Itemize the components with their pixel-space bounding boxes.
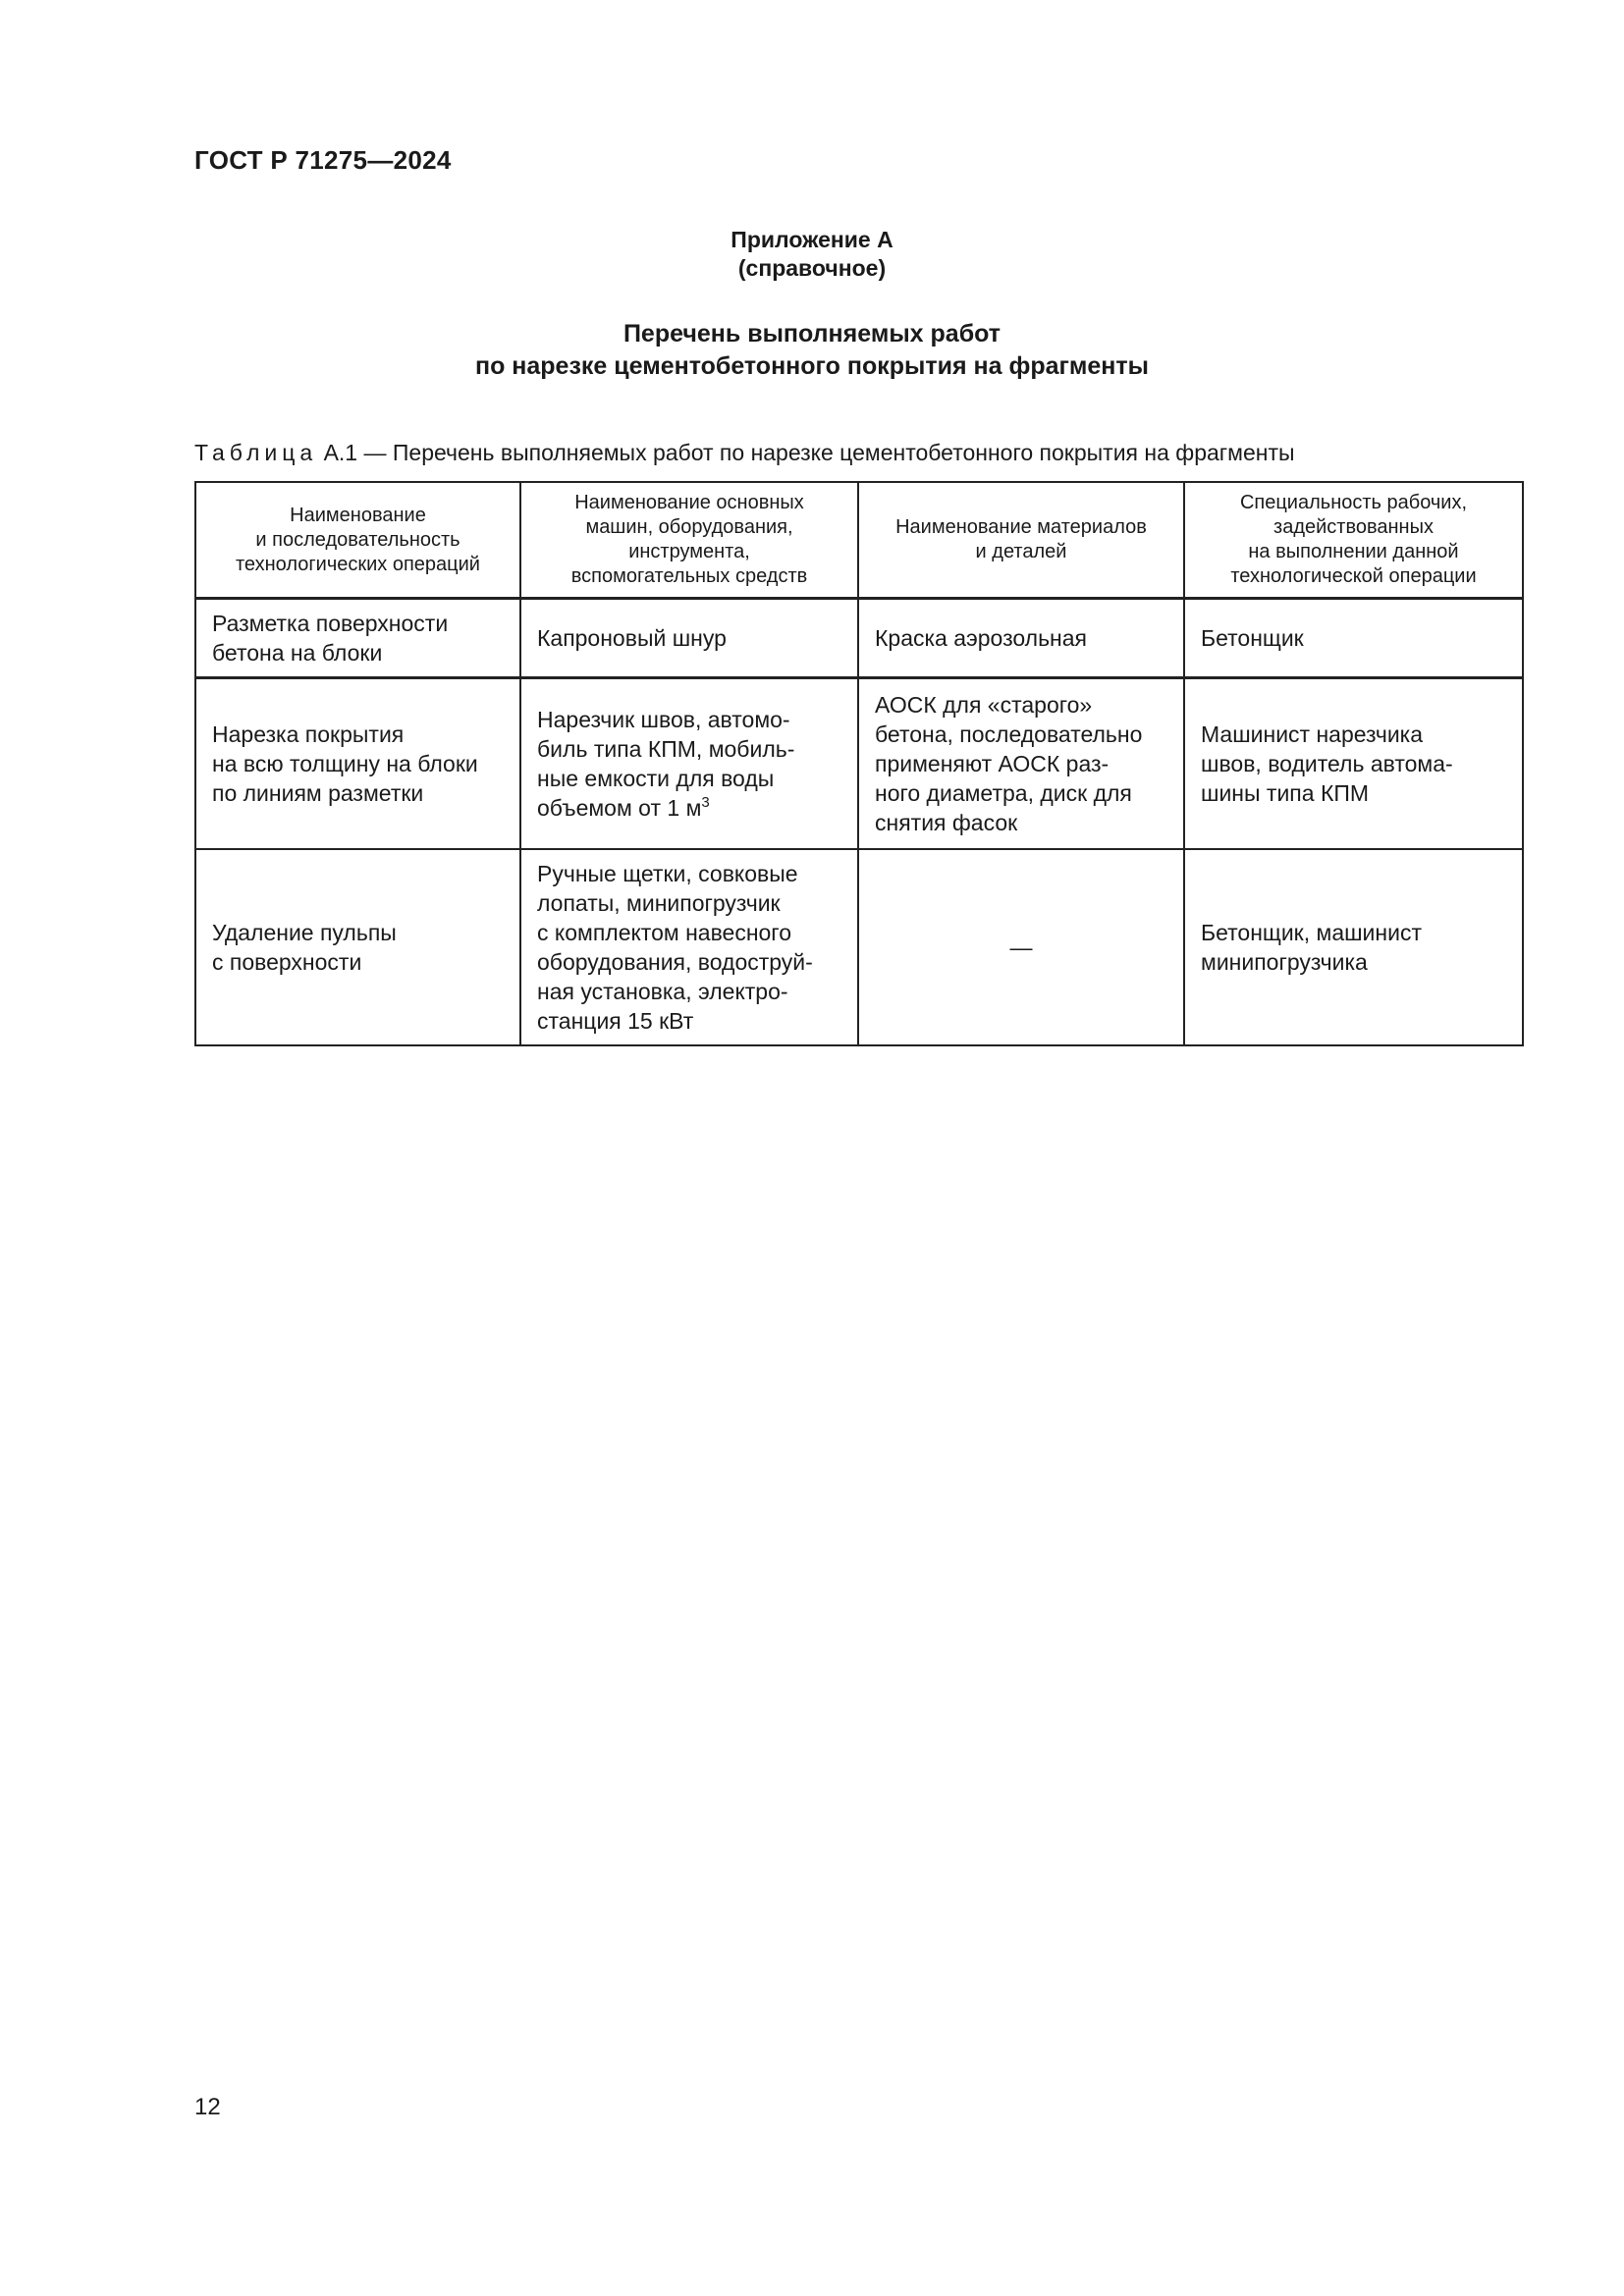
table-row — [195, 599, 1523, 678]
cell-materials: Краска аэрозольная — [858, 599, 1184, 678]
table-caption-prefix: Таблица — [194, 440, 318, 465]
cell-materials: АОСК для «старого» бетона, последовательно применяют АОСК раз- ного диаметра, диск для снятия фасок — [858, 678, 1184, 850]
document-code: ГОСТ Р 71275—2024 — [194, 145, 452, 175]
header-equipment: Наименование основных машин, оборудования, инструмента, вспомогательных средств — [520, 482, 858, 599]
table-header-row — [195, 482, 1523, 599]
appendix-title — [0, 318, 1624, 383]
appendix-title-line-1: Перечень выполняемых работ — [623, 320, 1001, 347]
cell-equipment: Нарезчик швов, автомо- биль типа КПМ, мобиль- ные емкости для воды объемом от 1 $м^3$ — [520, 678, 858, 850]
superscript-cubic: 3 — [701, 794, 710, 811]
cell-operation: Удаление пульпы с поверхности — [195, 849, 520, 1045]
cell-equipment: Капроновый шнур — [520, 599, 858, 678]
cell-equipment: Ручные щетки, совковые лопаты, минипогрузчик с комплектом навесного оборудования, водоструй- ная установка, электро- станция 15 кВт — [520, 849, 858, 1045]
appendix-kind: (справочное) — [737, 255, 887, 281]
appendix-label: Приложение А — [731, 227, 893, 252]
cell-operation: Нарезка покрытия на всю толщину на блоки по линиям разметки — [195, 678, 520, 850]
appendix-title-line-2: по нарезке цементобетонного покрытия на фрагменты — [474, 352, 1150, 380]
cell-specialty: Бетонщик, машинист минипогрузчика — [1184, 849, 1523, 1045]
table-caption — [194, 440, 1295, 466]
table-caption-text: А.1 — Перечень выполняемых работ по нарезке цементобетонного покрытия на фрагменты — [317, 440, 1295, 465]
appendix-heading — [0, 226, 1624, 283]
header-specialty: Специальность рабочих, задействованных на выполнении данной технологической операции — [1184, 482, 1523, 599]
header-operation: Наименование и последовательность технологических операций — [195, 482, 520, 599]
cell-operation: Разметка поверхности бетона на блоки — [195, 599, 520, 678]
cell-specialty: Бетонщик — [1184, 599, 1523, 678]
table-row — [195, 678, 1523, 850]
table-row — [195, 849, 1523, 1045]
works-table — [194, 481, 1524, 1046]
cell-specialty: Машинист нарезчика швов, водитель автома- шины типа КПМ — [1184, 678, 1523, 850]
header-materials: Наименование материалов и деталей — [858, 482, 1184, 599]
cell-materials: — — [858, 849, 1184, 1045]
page-number: 12 — [194, 2094, 221, 2120]
